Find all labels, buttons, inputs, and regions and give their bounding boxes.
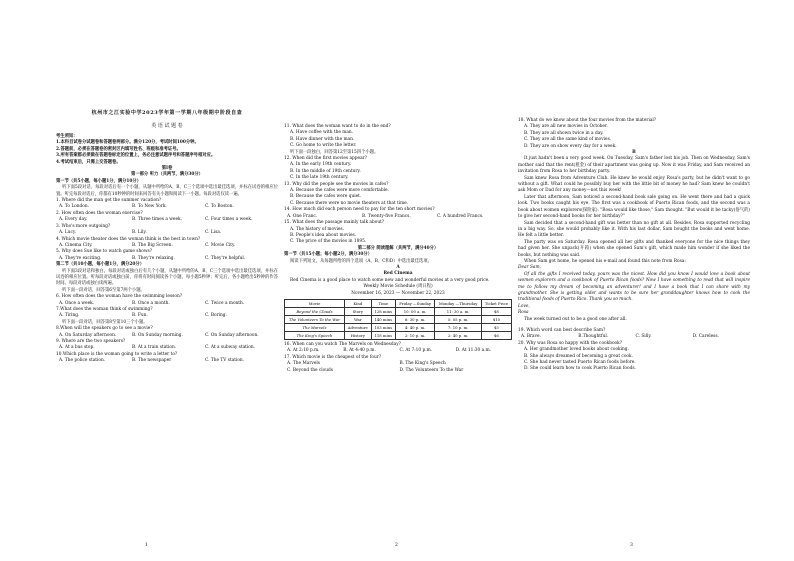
table-title: Weekly Movie Schedule (周日程) xyxy=(363,284,433,290)
option[interactable]: C. At a subway station. xyxy=(205,345,255,351)
option[interactable]: A. One Franc. xyxy=(287,213,318,219)
question: 3. Who's more outgoing? xyxy=(56,223,111,229)
letter-body: Of all the gifts I received today, yours was the nicest. How did you know I would love a book about women explorers and a cookbook of Puerto Rican foods? Now I have something to read that will inspire me to follow my dream of becoming an adventurer! and I have a book that I can share with my grandmother. She is getting older and wants to be sure her granddaughter knows how to cook the traditional foods of Puerto Rico. Thank you so much. xyxy=(518,271,750,303)
passage-paragraph: The party was on Saturday. Rosa opened all her gifts and thanked everyone for the nice things they had given her. She unpack(开箱) when she opened Sam's gift, which made him wonder if she liked the books, but nothing was said. xyxy=(518,239,750,258)
question: 6. How often does the woman have the swimming lesson? xyxy=(56,294,183,300)
option[interactable]: A. Have coffee with the man. xyxy=(290,130,354,136)
option[interactable]: B. At 4:40 p.m. xyxy=(343,348,376,354)
passage-intro: Red Cinema is a good place to watch some new and wonderful movies at a very good price. xyxy=(290,277,490,283)
table-cell: War xyxy=(344,315,371,323)
table-cell: 2: 40 p. m. xyxy=(435,331,482,339)
option[interactable]: C. They're helpful. xyxy=(205,255,246,261)
option[interactable]: A. Because the cafes were more comfortable. xyxy=(290,188,389,194)
option[interactable]: A. The Marvels xyxy=(287,361,320,367)
option[interactable]: B. Fun. xyxy=(132,313,148,319)
passage-paragraph: Sam knew Rosa from Adventure Club. He knew he would enjoy Rosa's party, but he didn't want to go without a gift. What could he possibly buy her with the little bit of money he had? Sam knew he couldn't ask Mom or Dad for any money—not this week! xyxy=(518,175,750,194)
option[interactable]: A. They're exciting. xyxy=(59,255,102,261)
options xyxy=(56,313,278,319)
option[interactable]: D. They are on show every day for a week. xyxy=(524,143,617,149)
option[interactable]: B. Have dinner with the man. xyxy=(290,136,355,142)
option[interactable]: C. Silly. xyxy=(635,334,652,340)
table-header-cell: Monday —Thursday xyxy=(435,299,482,307)
option[interactable]: B. The newspaper xyxy=(132,358,172,364)
option[interactable]: C. Boring. xyxy=(205,313,227,319)
question: 17. Which movie is the cheapest of the four? xyxy=(284,354,382,360)
table-header-cell: Movie xyxy=(285,299,345,307)
option[interactable]: A. Her grandmother loved books about cooking. xyxy=(524,347,629,353)
options xyxy=(284,348,512,354)
passage-paragraph: The week turned out to be a good one after all. xyxy=(524,316,627,322)
table-cell: 4: 40 p. m. xyxy=(395,323,434,331)
notice-heading: 考生须知： xyxy=(56,134,78,139)
question: 11. What does the woman want to do in the end? xyxy=(284,124,391,129)
section-instructions: 听下面5段对话，每段对话后有一个小题，从题中所给的A、B、C三个选项中选出最佳选项，并标在试卷的相应位置。听完每段对话后，你都有10秒钟的时间来回答有关小题和阅读下一小题。每段对话仅读一遍。 xyxy=(56,185,278,197)
section-instructions: 听下面3段对话和独白，每段对话或独白后有几个小题，从题中所给的A、B、C三个选项中选出最佳选项，并标在试卷的相应位置。听每段对话或独白前，你将有时间阅读各个小题，每小题5秒钟；听完后，各小题给出5秒钟的作答时间。每段对话或独白读两遍。 xyxy=(56,268,278,287)
option[interactable]: A. Tiring. xyxy=(59,313,80,319)
option[interactable]: A. They are all new movies in October. xyxy=(524,124,608,130)
question: 7.What does the woman think of swimming? xyxy=(56,306,153,312)
notice-item: 1.本科目试卷分试题卷和答题卷两部分。满分120分，考试时间100分钟。 xyxy=(56,140,199,146)
option[interactable]: C. The price of the movies in 1895. xyxy=(290,239,367,245)
table-cell: 5: 05 p. m. xyxy=(435,315,482,323)
table-cell: 7: 10 p. m. xyxy=(435,323,482,331)
table-cell: 118 mins xyxy=(371,331,395,339)
table-cell: 103 mins xyxy=(371,323,395,331)
option[interactable]: B. They're relaxing. xyxy=(132,255,175,261)
notice-item: 4.考试结束后，只需上交答题卷。 xyxy=(56,159,121,165)
option[interactable]: C. A hundred Francs. xyxy=(437,213,484,219)
table-cell: 10: 00 a. m. xyxy=(395,307,434,315)
option[interactable]: B. Because the cafes were quiet. xyxy=(290,194,362,200)
question: 16. When can you watch The Marvels on Wednesday? xyxy=(284,341,401,347)
table-cell: 2: 10 p. m. xyxy=(395,331,434,339)
exam-title: 杭州市之江实验中学2023学年第一学期八年级期中阶段自查 xyxy=(91,110,243,116)
option[interactable]: D. The Volunteers To the War xyxy=(399,367,464,373)
option[interactable]: C. In the late 19th century. xyxy=(290,175,349,181)
question: 15. What does the passage mainly talk about? xyxy=(284,220,385,226)
options xyxy=(56,358,278,364)
option[interactable]: A. Brave. xyxy=(521,334,541,340)
question: 5. Why does Sue like to watch game shows? xyxy=(56,249,153,255)
table-cell: $8 xyxy=(481,307,511,315)
option[interactable]: A. At a bus stop. xyxy=(59,345,95,351)
options xyxy=(56,345,278,351)
table-header-cell: Kind xyxy=(344,299,371,307)
question: 14. How much did each person need to pay for the ten short movies? xyxy=(284,207,435,213)
table-cell: Adventure xyxy=(344,323,371,331)
option[interactable]: C. Because there were no movie theaters at that time. xyxy=(290,200,409,206)
listening-note: 听下面一段对话，回答第6至第7两个小题。 xyxy=(62,287,145,293)
options xyxy=(56,230,278,236)
notice-item: 3.所有答案都必须做在答题卷标定的位置上，务必注意试题序号和答题序号相对应。 xyxy=(56,153,216,159)
option[interactable]: C. Twice a month. xyxy=(205,300,245,306)
letter-closing: Love, xyxy=(518,303,530,309)
table-cell: 6: 30 p. m. xyxy=(395,315,434,323)
option[interactable]: C. They are all the same kind of movies. xyxy=(524,137,612,143)
option[interactable]: C. Go home to write the letter. xyxy=(290,143,357,149)
section-heading: 第二节（共10小题，每小题1分，满分20分） xyxy=(56,262,144,268)
table-cell: $6 xyxy=(481,331,511,339)
option[interactable]: D. At 11:30 a.m. xyxy=(455,348,492,354)
option[interactable]: B.Thoughtful. xyxy=(578,334,609,340)
column-2 xyxy=(284,124,512,374)
question: 2. How often does the woman exercise? xyxy=(56,210,143,216)
option[interactable]: B. People's idea about movies. xyxy=(290,232,357,238)
option[interactable]: A. On Saturday afternoon. xyxy=(59,332,117,338)
option[interactable]: C. Beyond the clouds xyxy=(287,367,333,373)
listening-note: 听下面一段对话，回答第8至第10三个小题。 xyxy=(62,319,148,325)
option[interactable]: C. At 7:10 p.m. xyxy=(399,348,433,354)
question: 8.When will the speakers go to see a movie? xyxy=(56,326,153,332)
question: 4. Which movie theater does the woman think is the best in town? xyxy=(56,236,201,242)
table-row xyxy=(285,307,512,315)
option[interactable]: C. To Boston. xyxy=(205,204,234,210)
options xyxy=(56,204,278,210)
table-dates: November 16, 2023 — November 22, 2023 xyxy=(351,290,445,296)
option[interactable]: C. Movie City. xyxy=(205,242,236,248)
options xyxy=(284,368,512,374)
letter-signature: Rosa xyxy=(518,310,529,316)
movie-schedule-table xyxy=(284,299,512,340)
section-heading: 第一节（共5小题，每小题1分，满分10分） xyxy=(56,178,142,184)
option[interactable]: B. They are all shown twice in a day. xyxy=(524,130,604,136)
option[interactable]: B. Once a month. xyxy=(132,300,170,306)
option[interactable]: A. In the early 19th century. xyxy=(290,162,352,168)
option[interactable]: A. The history of movies. xyxy=(290,226,345,232)
option[interactable]: C. Four times a week. xyxy=(205,217,253,223)
question: 1. Where did the man get the summer vacation? xyxy=(56,198,162,204)
exam-subtitle: 英 语 试 题 卷 xyxy=(151,123,183,129)
option[interactable]: B. The Big Screen. xyxy=(132,242,173,248)
question: 19. Which word can best describe Sam? xyxy=(518,328,606,333)
question: 10.Which place is the woman going to write a letter to? xyxy=(56,351,178,357)
question: 9. Where are the two speakers? xyxy=(56,339,126,344)
table-cell: Story xyxy=(344,307,371,315)
page-number: 1 xyxy=(145,543,148,548)
table-cell: Beyond the Clouds xyxy=(285,307,345,315)
passage-letter: A xyxy=(396,264,400,270)
part-heading: 第二部分 阅读理解（共两节，满分40分） xyxy=(357,245,439,251)
listening-note: 听下面一段独白，回答第12至第15四个小题。 xyxy=(290,149,379,155)
table-cell: $10 xyxy=(481,315,511,323)
section-instructions: 阅读下列短文，从每题所给的四个选项（A、B、C和D）中选出最佳选项。 xyxy=(290,258,432,264)
option[interactable]: C. She had never tasted Puerto Rican foods before. xyxy=(524,360,636,366)
table-cell: 11: 30 a. m. xyxy=(435,307,482,315)
option[interactable]: B. Twenty-five Francs. xyxy=(362,213,411,219)
passage-paragraph: Sam decided that a second-hand gift was better than no gift at all. Besides, Rosa supported recycling in a big way. So, she would probably like it. With his last dollar, Sam bought the books and went home. He felt a little better. xyxy=(518,220,750,239)
table-cell: The Volunteers To the War xyxy=(285,315,345,323)
table-row xyxy=(285,315,512,323)
question: 20. Why was Rosa so happy with the cookbook? xyxy=(518,340,623,346)
table-header-cell: Friday —Sunday xyxy=(395,299,434,307)
question: 12. When did the first movies appear? xyxy=(284,156,368,162)
options xyxy=(518,334,750,340)
option[interactable]: C. Lisa. xyxy=(205,230,222,236)
option[interactable]: C. The TV station. xyxy=(205,358,245,364)
passage-paragraph: It just hadn't been a very good week. On Tuesday, Sam's father lost his job. Then on Wednesday, Sam's mother said that the rent(租金) of their apartment was going up. Now it was Friday, and Sam received an invitation from Rosa to her birthday party. xyxy=(518,156,750,175)
options xyxy=(56,217,278,223)
option[interactable]: B. She always dreamed of becoming a great cook. xyxy=(524,353,633,359)
passage-paragraph: When Sam got home, he opened his e-mail and found this note from Rosa: xyxy=(524,258,686,264)
table-cell: History xyxy=(344,331,371,339)
table-header-cell: Ticket Price xyxy=(481,299,511,307)
table-row xyxy=(285,323,512,331)
column-3 xyxy=(518,118,750,373)
question: 18. What do we know about the four movies from the material? xyxy=(518,118,657,123)
option[interactable]: D. Careless. xyxy=(692,334,719,340)
option[interactable]: C. On Sunday afternoon. xyxy=(205,332,259,338)
section-heading: 第一节（共15小题；每小题2分，满分30分） xyxy=(284,252,372,258)
table-cell: 128 mins xyxy=(371,307,395,315)
option[interactable]: B. The King's Speech xyxy=(399,361,446,367)
table-cell: $5 xyxy=(481,323,511,331)
option[interactable]: B. To New York. xyxy=(132,204,167,210)
passage-paragraph: Later that afternoon, Sam noticed a second-hand book sale going on. He went there and had a quick look. Two books caught his eye. The first was a cookbook of Puerto Rican foods, and the second was a book about women explorers(探险家). "Rosa would like those," Sam thought. "But would it be tacky(俗气的) to give her second-hand books for her birthday?" xyxy=(518,194,750,220)
table-row xyxy=(285,331,512,339)
passage-title: Red Cinema xyxy=(383,271,413,277)
page-number: 2 xyxy=(395,543,398,548)
page-number: 3 xyxy=(630,543,633,548)
table-header-cell: Time xyxy=(371,299,395,307)
option[interactable]: A. At 2:10 p.m. xyxy=(287,348,320,354)
option[interactable]: A. The police station. xyxy=(59,358,106,364)
option[interactable]: B. Lily. xyxy=(132,230,147,236)
option[interactable]: A. Cinema City. xyxy=(59,242,93,248)
option[interactable]: A. To London. xyxy=(59,204,89,210)
column-1 xyxy=(56,110,278,365)
letter-salutation: Dear Sam, xyxy=(518,265,541,271)
option[interactable]: A. Lucy. xyxy=(59,230,77,236)
option[interactable]: B. Three times a week. xyxy=(132,217,182,223)
option[interactable]: A. Once a week. xyxy=(59,300,95,306)
option[interactable]: D. She could learn how to cook Puerto Rican foods. xyxy=(524,366,636,372)
option[interactable]: A. Every day. xyxy=(59,217,88,223)
part-heading: 第一部分 听力（共两节，满分30分） xyxy=(131,172,203,178)
option[interactable]: B. In the middle of 19th century. xyxy=(290,168,361,174)
notice-item: 2.答题前，必须在答题卷的密封区内填写姓名、班级和准考证号。 xyxy=(56,146,181,152)
table-cell: 140 mins xyxy=(371,315,395,323)
passage-letter: B xyxy=(632,150,636,156)
roll-heading: 第Ⅰ卷 xyxy=(161,166,173,172)
table-header-row xyxy=(285,299,512,307)
question: 13. Why did the people see the movies in cafes? xyxy=(284,181,389,187)
option[interactable]: B. On Sunday morning. xyxy=(132,332,183,338)
option[interactable]: B. At a train station. xyxy=(132,345,177,351)
table-cell: The Marvels xyxy=(285,323,345,331)
table-cell: The King's Speech xyxy=(285,331,345,339)
